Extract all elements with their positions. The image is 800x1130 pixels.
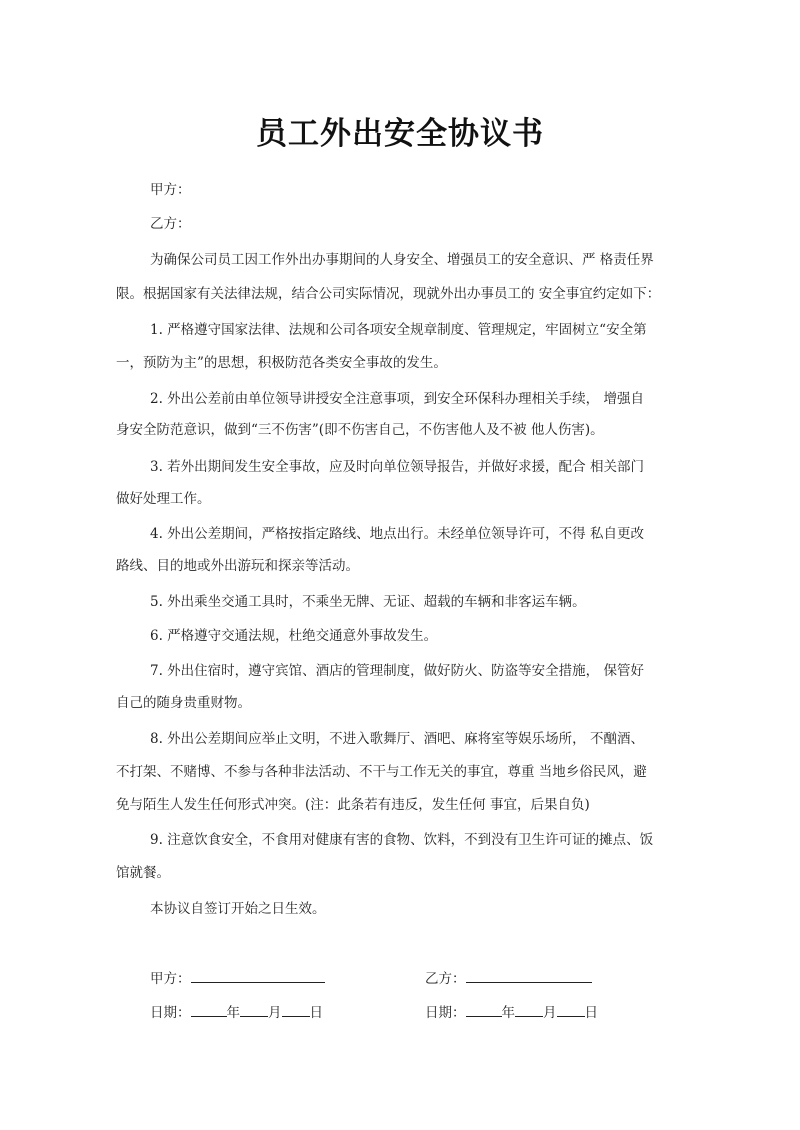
intro-line-1: 为确保公司员工因工作外出办事期间的人身安全、增强员工的安全意识、严 格责任界: [150, 252, 654, 268]
signature-party-a-label: 甲方：: [150, 971, 191, 987]
clause-7-line-1: 7. 外出住宿时，遵守宾馆、酒店的管理制度，做好防火、防盗等安全措施， 保管好: [150, 663, 644, 679]
clause-8-line-1: 8. 外出公差期间应举止文明，不进入歌舞厅、酒吧、麻将室等娱乐场所， 不酗酒、: [150, 731, 644, 747]
party-a-label: 甲方：: [150, 182, 191, 198]
date-party-b-year-label: 年: [501, 1005, 515, 1021]
intro-line-2: 限。根据国家有关法律法规，结合公司实际情况，现就外出办事员工的 安全事宜约定如下：: [116, 286, 661, 302]
party-b-label: 乙方：: [150, 216, 191, 232]
clause-7-line-2: 自己的随身贵重财物。: [116, 695, 251, 711]
date-party-b-year-blank[interactable]: [466, 1002, 502, 1017]
clause-9-line-1: 9. 注意饮食安全，不食用对健康有害的食物、饮料，不到没有卫生许可证的摊点、饭: [150, 832, 654, 848]
clause-6-line-1: 6. 严格遵守交通法规，杜绝交通意外事故发生。: [150, 628, 438, 644]
date-party-a-month-label: 月: [268, 1005, 282, 1021]
clause-4-line-2: 路线、目的地或外出游玩和探亲等活动。: [116, 558, 359, 574]
clause-2-line-2: 身安全防范意识，做到“三不伤害”(即不伤害自己，不伤害他人及不被 他人伤害)。: [116, 422, 604, 438]
clause-5-line-1: 5. 外出乘坐交通工具时，不乘坐无牌、无证、超载的车辆和非客运车辆。: [150, 594, 586, 610]
date-party-a-year-label: 年: [226, 1005, 240, 1021]
clause-2-line-1: 2. 外出公差前由单位领导讲授安全注意事项，到安全环保科办理相关手续， 增强自: [150, 391, 644, 407]
date-party-b-month-label: 月: [543, 1005, 557, 1021]
date-party-b-day-label: 日: [584, 1005, 598, 1021]
date-party-a-day-label: 日: [309, 1005, 323, 1021]
clause-9-line-2: 馆就餐。: [116, 865, 170, 881]
signature-party-a-blank[interactable]: [191, 968, 325, 983]
signature-party-b-blank[interactable]: [466, 968, 592, 983]
document-title: 员工外出安全协议书: [256, 116, 544, 152]
date-party-b-month-blank[interactable]: [515, 1002, 543, 1017]
date-party-a-day-blank[interactable]: [282, 1002, 310, 1017]
date-party-a-year-blank[interactable]: [191, 1002, 227, 1017]
date-party-a: [150, 1002, 323, 1023]
date-party-b: [425, 1002, 598, 1023]
date-party-a-label: 日期：: [150, 1005, 191, 1021]
clause-1-line-1: 1. 严格遵守国家法律、法规和公司各项安全规章制度、管理规定，牢固树立“安全第: [150, 322, 647, 338]
date-party-b-day-blank[interactable]: [557, 1002, 585, 1017]
clause-3-line-1: 3. 若外出期间发生安全事故，应及时向单位领导报告，并做好求援，配合 相关部门: [150, 459, 644, 475]
clause-3-line-2: 做好处理工作。: [116, 491, 211, 507]
signature-party-b: [425, 968, 592, 989]
clause-8-line-3: 免与陌生人发生任何形式冲突。(注：此条若有违反，发生任何 事宜，后果自负): [116, 797, 590, 813]
clause-1-line-2: 一，预防为主”的思想，积极防范各类安全事故的发生。: [116, 355, 447, 371]
signature-party-b-label: 乙方：: [425, 971, 466, 987]
clause-8-line-2: 不打架、不赌博、不参与各种非法活动、不干与工作无关的事宜，尊重 当地乡俗民风，避: [116, 764, 647, 780]
date-party-b-label: 日期：: [425, 1005, 466, 1021]
clause-4-line-1: 4. 外出公差期间，严格按指定路线、地点出行。未经单位领导许可，不得 私自更改: [150, 526, 644, 542]
signature-party-a: [150, 968, 325, 989]
date-party-a-month-blank[interactable]: [240, 1002, 268, 1017]
effective-statement: 本协议自签订开始之日生效。: [150, 901, 326, 917]
